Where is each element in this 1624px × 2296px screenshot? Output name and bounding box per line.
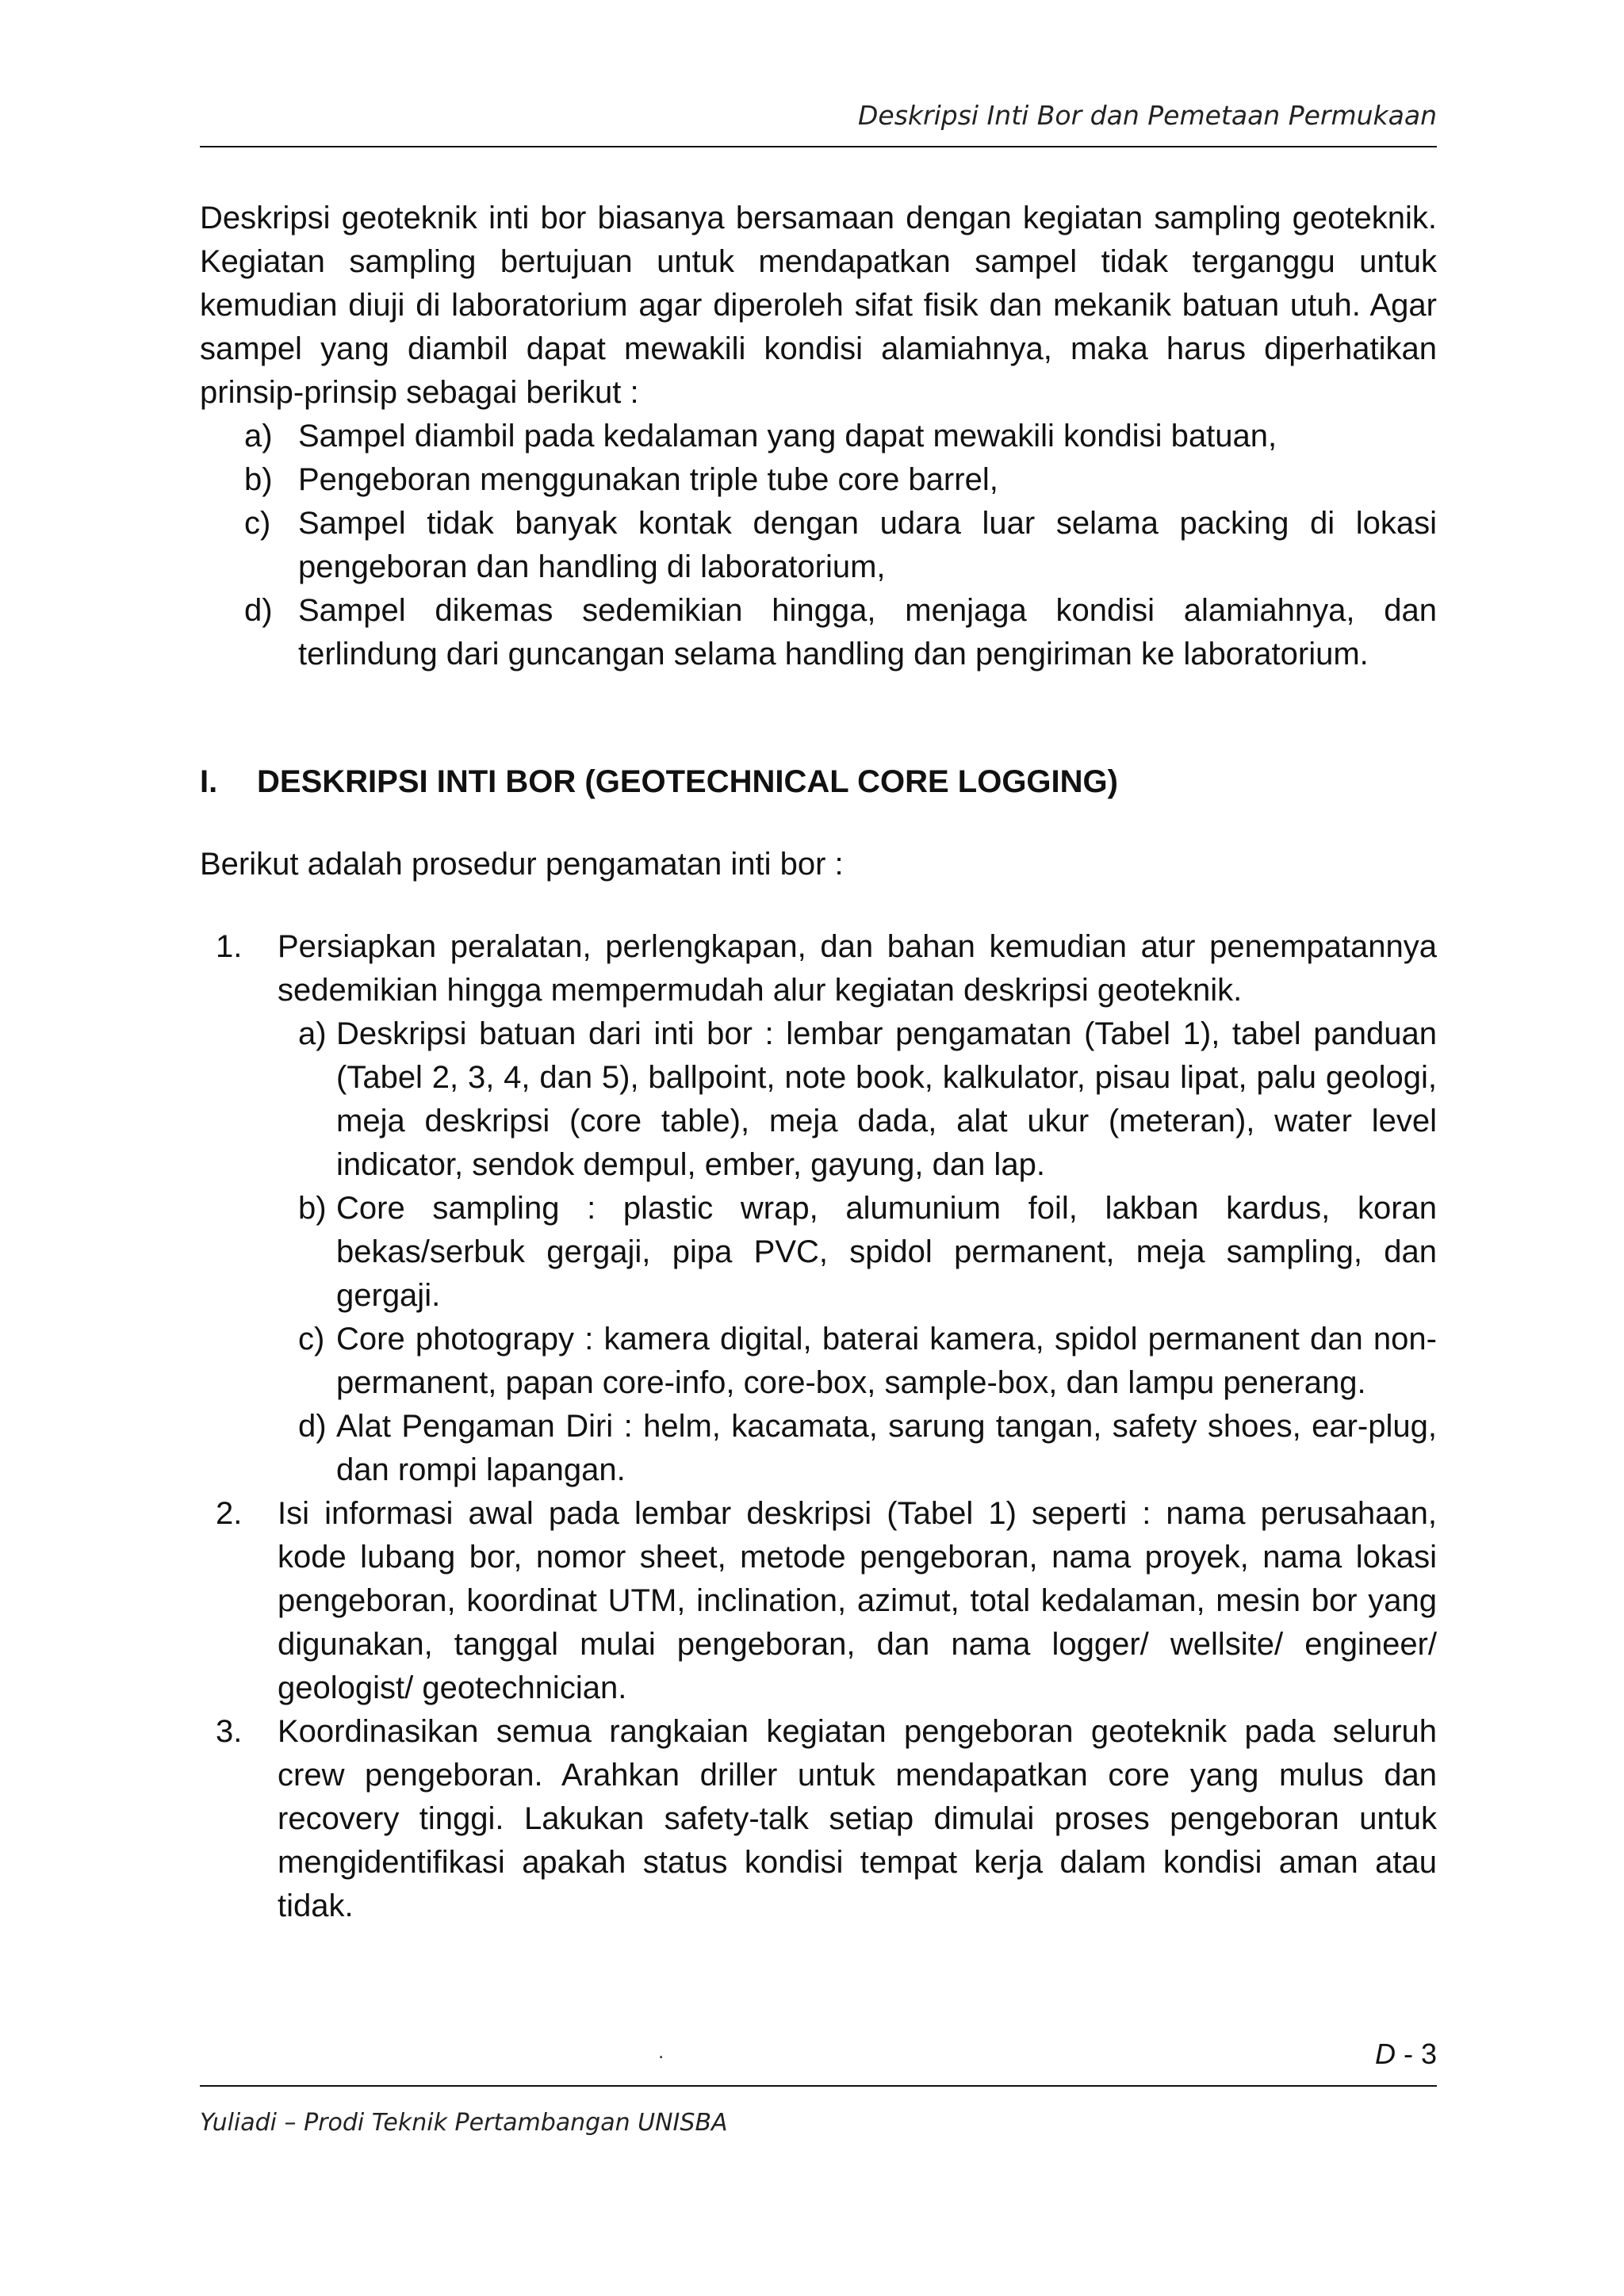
- list-item: [200, 415, 1437, 458]
- list-item: [200, 589, 1437, 676]
- step-text: Persiapkan peralatan, perlengkapan, dan bahan kemudian atur penempatannya sedemikian hingga mempermudah alur kegiatan deskripsi geoteknik.: [278, 929, 1437, 1008]
- list-item: [278, 1187, 1437, 1318]
- list-marker: c): [298, 1322, 325, 1357]
- procedure-intro: Berikut adalah prosedur pengamatan inti bor :: [200, 847, 844, 882]
- page-number-value: 3: [1420, 2038, 1437, 2070]
- header-rule: [200, 146, 1437, 147]
- footer-rule: [200, 2085, 1437, 2087]
- running-footer: Yuliadi – Prodi Teknik Pertambangan UNISBA: [200, 2109, 728, 2137]
- step-text: Koordinasikan semua rangkaian kegiatan pengeboran geoteknik pada seluruh crew pengeboran. Arahkan driller untuk mendapatkan core yang mulus dan recovery tinggi. Lakukan safety-talk setiap dimulai proses pengeboran untuk mengidentifikasi apakah status kondisi tempat kerja dalam kondisi aman atau tidak.: [278, 1714, 1437, 1923]
- list-item-text: Sampel tidak banyak kontak dengan udara luar selama packing di lokasi pengeboran dan handling di laboratorium,: [298, 506, 1437, 584]
- procedure-steps: [200, 925, 1437, 1928]
- intro-paragraph: Deskripsi geoteknik inti bor biasanya bersamaan dengan kegiatan sampling geoteknik. Kegiatan sampling bertujuan untuk mendapatkan sampel tidak terganggu untuk kemudian diuji di laboratorium agar diperoleh sifat fisik dan mekanik batuan utuh. Agar sampel yang diambil dapat mewakili kondisi alamiahnya, maka harus diperhatikan prinsip-prinsip sebagai berikut :: [200, 201, 1437, 410]
- section-number: I.: [200, 764, 218, 799]
- page-prefix: D: [1374, 2038, 1396, 2070]
- list-item-text: Sampel dikemas sedemikian hingga, menjaga kondisi alamiahnya, dan terlindung dari guncangan selama handling dan pengiriman ke laboratorium.: [298, 593, 1437, 672]
- step-number: 1.: [216, 929, 243, 964]
- principles-list: [200, 415, 1437, 676]
- procedure-step: [200, 1492, 1437, 1710]
- list-marker: d): [244, 593, 273, 628]
- list-marker: c): [244, 506, 271, 541]
- section-heading: [200, 760, 1437, 804]
- step-number: 2.: [216, 1496, 243, 1531]
- list-marker: d): [298, 1409, 327, 1444]
- list-item-text: Core photograpy : kamera digital, baterai kamera, spidol permanent dan non-permanent, papan core-info, core-box, sample-box, dan lampu penerang.: [336, 1322, 1437, 1400]
- list-item: [278, 1012, 1437, 1187]
- running-header: Deskripsi Inti Bor dan Pemetaan Permukaan: [858, 100, 1437, 131]
- list-item-text: Deskripsi batuan dari inti bor : lembar pengamatan (Tabel 1), tabel panduan (Tabel 2, 3, 4, dan 5), ballpoint, note book, kalkulator, pisau lipat, palu geologi, meja deskripsi (core table), meja dada, alat ukur (meteran), water level indicator, sendok dempul, ember, gayung, dan lap.: [336, 1016, 1437, 1182]
- list-item: [200, 458, 1437, 502]
- procedure-step: [200, 925, 1437, 1492]
- list-item-text: Core sampling : plastic wrap, alumunium foil, lakban kardus, koran bekas/serbuk gergaji, pipa PVC, spidol permanent, meja sampling, dan gergaji.: [336, 1191, 1437, 1313]
- list-marker: a): [298, 1016, 327, 1051]
- step-number: 3.: [216, 1714, 243, 1749]
- list-item: [200, 502, 1437, 589]
- list-marker: b): [244, 462, 273, 497]
- procedure-step: [200, 1710, 1437, 1928]
- list-marker: b): [298, 1191, 327, 1226]
- section-title: DESKRIPSI INTI BOR (GEOTECHNICAL CORE LOGGING): [257, 764, 1118, 799]
- equipment-list: [278, 1012, 1437, 1492]
- page-separator: -: [1395, 2038, 1421, 2070]
- step-text: Isi informasi awal pada lembar deskripsi (Tabel 1) seperti : nama perusahaan, kode lubang bor, nomor sheet, metode pengeboran, nama proyek, nama lokasi pengeboran, koordinat UTM, inclination, azimut, total kedalaman, mesin bor yang digunakan, tanggal mulai pengeboran, dan nama logger/ wellsite/ engineer/ geologist/ geotechnician.: [278, 1496, 1437, 1705]
- list-item-text: Pengeboran menggunakan triple tube core barrel,: [298, 462, 998, 497]
- list-marker: a): [244, 419, 273, 453]
- page-body: [200, 197, 1437, 1928]
- list-item: [278, 1318, 1437, 1405]
- page-dot: .: [658, 2039, 665, 2063]
- page-number: [1375, 2038, 1437, 2071]
- list-item-text: Alat Pengaman Diri : helm, kacamata, sarung tangan, safety shoes, ear-plug, dan rompi lapangan.: [336, 1409, 1437, 1487]
- list-item-text: Sampel diambil pada kedalaman yang dapat mewakili kondisi batuan,: [298, 419, 1277, 453]
- list-item: [278, 1405, 1437, 1492]
